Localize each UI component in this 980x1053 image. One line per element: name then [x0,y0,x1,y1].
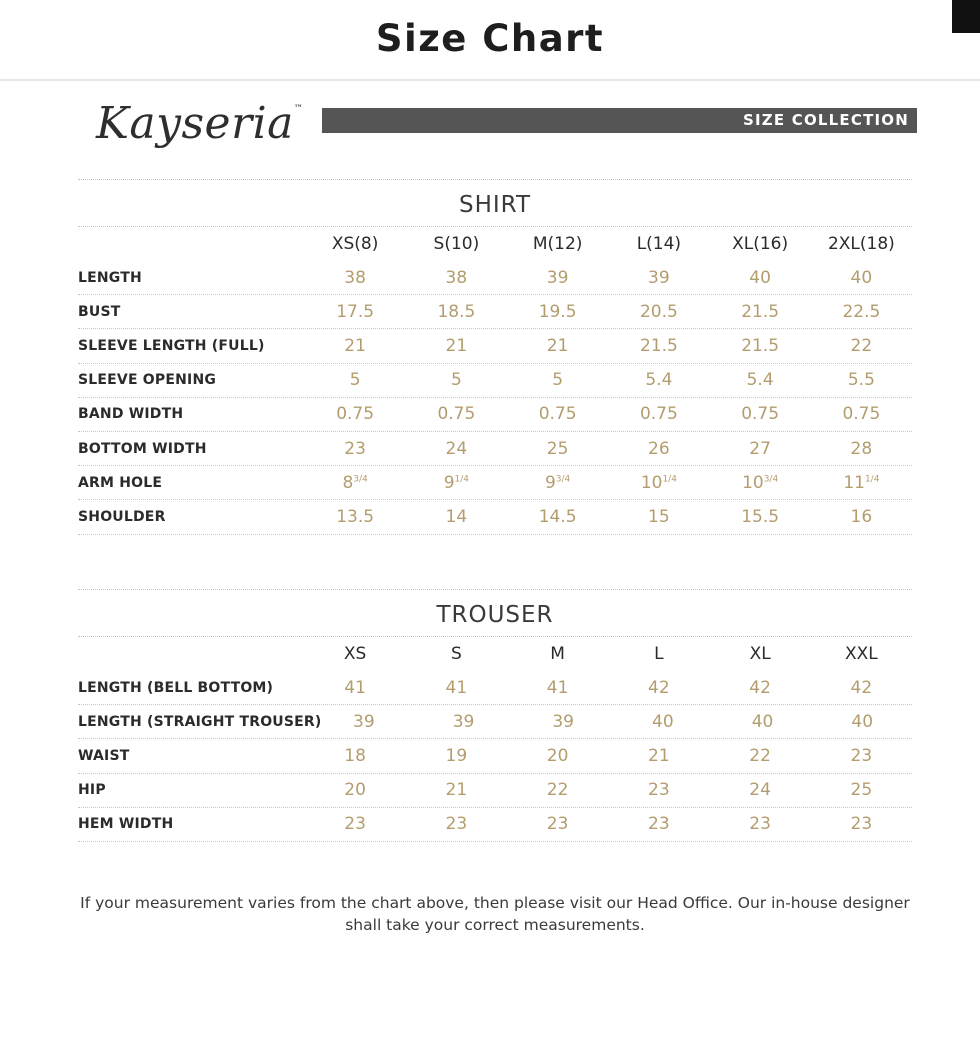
measurement-value [710,404,811,424]
measurement-value [811,336,912,356]
measurement-value [811,473,912,493]
measurement-value-number: 39 [353,711,375,732]
measurement-value-number: 21.5 [639,335,678,356]
measurement-note-line: shall take your correct measurements. [345,916,645,934]
measurement-value [608,507,709,527]
measurement-value [507,814,608,834]
shirt-title: SHIRT [458,192,532,218]
measurement-value-number: 5.4 [746,370,774,391]
measurement-value [305,473,406,493]
measurement-value [406,814,507,834]
measurement-value [507,302,608,322]
measurement-value [713,712,813,732]
size-header: M [550,644,565,664]
table-row [78,329,912,363]
measurement-value-number: 24 [445,438,468,459]
measurement-value [710,268,811,288]
size-header: XS(8) [331,234,379,254]
measurement-value [710,370,811,390]
measurement-value [507,336,608,356]
measurement-value-number: 0.75 [741,404,780,425]
measurement-value-number: 21 [546,335,569,356]
corner-close-block[interactable] [952,0,980,33]
measurement-label: HIP [78,782,106,799]
measurement-value-number: 40 [652,711,674,732]
measurement-value-number: 21.5 [741,335,780,356]
measurement-value [507,268,608,288]
page-title: Size Chart [375,17,605,60]
measurement-value-number: 23 [850,745,873,766]
table-row [78,466,912,500]
measurement-value-number: 27 [749,438,771,459]
table-row [78,808,912,842]
measurement-value [811,746,912,766]
shirt-title-row [78,179,912,227]
size-header: 2XL(18) [827,234,895,254]
measurement-value-number: 0.75 [437,404,476,425]
measurement-fraction: 1/4 [662,474,677,485]
measurement-value [710,814,811,834]
measurement-label: BUST [78,303,121,320]
measurement-value-number: 21 [445,335,468,356]
measurement-value [406,780,507,800]
page-header [0,0,980,81]
measurement-value [608,439,709,459]
measurement-value [613,712,713,732]
measurement-value [507,439,608,459]
measurement-value [305,302,406,322]
size-header: XL(16) [732,234,789,254]
trademark-mark: ™ [293,104,304,114]
measurement-value-number: 23 [850,814,873,835]
measurement-value [406,439,507,459]
measurement-value-number: 10 [640,472,663,493]
measurement-value [811,678,912,698]
measurement-value-number: 0.75 [639,404,678,425]
measurement-label: ARM HOLE [78,474,163,491]
measurement-value [406,336,507,356]
table-row [78,705,912,739]
size-collection-label: SIZE COLLECTION [743,111,909,129]
measurement-value [710,780,811,800]
measurement-value-number: 20 [546,745,569,766]
measurement-value [305,370,406,390]
measurement-value-number: 42 [648,677,670,698]
measurement-value [608,268,709,288]
measurement-value [811,780,912,800]
measurement-value [314,712,414,732]
measurement-value-number: 39 [552,711,574,732]
measurement-fraction: 1/4 [864,474,880,485]
measurement-value-number: 13.5 [336,506,375,527]
measurement-value-number: 9 [443,472,455,493]
measurement-value [305,404,406,424]
measurement-value-number: 40 [749,267,771,288]
measurement-value [710,302,811,322]
measurement-label: BAND WIDTH [78,406,184,423]
brand-row [78,94,918,178]
measurement-value-number: 5.4 [645,370,673,391]
measurement-value-number: 39 [452,711,475,732]
measurement-value-number: 11 [843,472,865,493]
measurement-value-number: 38 [344,267,366,288]
measurement-value [811,507,912,527]
measurement-value-number: 23 [445,814,468,835]
measurement-value [812,712,912,732]
measurement-value-number: 22 [850,335,873,356]
shirt-size-header [78,227,912,261]
measurement-value-number: 9 [544,472,556,493]
measurement-value [305,746,406,766]
brand-logo-text: Kayseria [96,98,294,149]
measurement-value-number: 17.5 [336,301,375,322]
measurement-value-number: 25 [850,780,873,801]
measurement-value-number: 8 [342,472,354,493]
measurement-value-number: 24 [749,780,771,801]
measurement-label: SHOULDER [78,508,166,525]
measurement-label: HEM WIDTH [78,816,174,833]
measurement-value [305,814,406,834]
size-header: S(10) [433,234,480,254]
measurement-value [305,439,406,459]
measurement-fraction: 1/4 [454,474,470,485]
measurement-value-number: 0.75 [842,404,881,425]
measurement-fraction: 3/4 [555,474,571,485]
measurement-value [507,473,608,493]
measurement-value-number: 21 [344,335,366,356]
measurement-value [305,678,406,698]
trouser-title: TROUSER [436,602,554,628]
measurement-value-number: 40 [851,711,874,732]
measurement-note [80,892,910,936]
shirt-section [78,179,912,535]
table-row [78,364,912,398]
measurement-value-number: 5 [450,370,462,391]
measurement-value [608,780,709,800]
table-row [78,295,912,329]
measurement-value [710,678,811,698]
measurement-value [507,370,608,390]
measurement-value [710,507,811,527]
measurement-note-line: If your measurement varies from the chart above, then please visit our Head Office. Our in-house designer [80,894,910,912]
trouser-rows [78,671,912,842]
measurement-value-number: 41 [344,677,366,698]
measurement-value-number: 42 [749,677,771,698]
measurement-value [507,404,608,424]
measurement-value-number: 20 [344,780,366,801]
measurement-value [406,404,507,424]
size-header: M(12) [532,234,583,254]
measurement-value [710,473,811,493]
measurement-value [710,336,811,356]
measurement-value-number: 22.5 [842,301,881,322]
measurement-value-number: 23 [546,814,569,835]
measurement-value-number: 0.75 [336,404,375,425]
measurement-value-number: 40 [850,267,873,288]
measurement-value [608,473,709,493]
measurement-value-number: 18.5 [437,301,476,322]
measurement-value [406,746,507,766]
measurement-fraction: 3/4 [353,474,368,485]
measurement-value [414,712,514,732]
measurement-value-number: 39 [546,267,569,288]
measurement-value [507,780,608,800]
measurement-value [811,302,912,322]
measurement-label: BOTTOM WIDTH [78,440,207,457]
measurement-value-number: 23 [648,814,670,835]
size-header: XL [749,644,771,664]
measurement-value [608,370,709,390]
measurement-value-number: 20.5 [639,301,678,322]
table-row [78,500,912,534]
measurement-value [406,678,507,698]
measurement-value [608,814,709,834]
measurement-value [811,439,912,459]
measurement-value [406,302,507,322]
measurement-value [305,507,406,527]
measurement-value-number: 21 [648,745,670,766]
measurement-value-number: 21.5 [741,301,780,322]
measurement-value [305,336,406,356]
trouser-section [78,589,912,842]
measurement-value-number: 14 [445,506,468,527]
measurement-value [608,746,709,766]
size-header: S [450,644,462,664]
shirt-rows [78,261,912,535]
measurement-value [305,268,406,288]
measurement-value-number: 22 [546,780,569,801]
measurement-fraction: 3/4 [763,474,779,485]
table-row [78,398,912,432]
measurement-value [608,336,709,356]
measurement-value [305,780,406,800]
measurement-value-number: 23 [648,780,670,801]
measurement-label: LENGTH (BELL BOTTOM) [78,679,274,696]
measurement-value-number: 10 [742,472,764,493]
measurement-label: LENGTH [78,269,142,286]
measurement-value-number: 18 [344,745,366,766]
measurement-value [811,814,912,834]
measurement-value-number: 40 [751,711,774,732]
measurement-value [811,404,912,424]
measurement-value-number: 28 [850,438,873,459]
measurement-label: SLEEVE OPENING [78,372,217,389]
measurement-value-number: 5.5 [847,370,875,391]
measurement-label: SLEEVE LENGTH (FULL) [78,337,265,354]
measurement-value-number: 42 [850,677,873,698]
measurement-value-number: 0.75 [538,404,577,425]
measurement-value-number: 23 [749,814,771,835]
measurement-value-number: 41 [546,677,569,698]
measurement-value-number: 21 [445,780,468,801]
measurement-label: LENGTH (STRAIGHT TROUSER) [78,713,322,730]
measurement-value [608,302,709,322]
brand-logo [96,98,303,149]
measurement-value-number: 38 [445,267,468,288]
measurement-value [507,746,608,766]
measurement-value-number: 25 [546,438,569,459]
measurement-value [406,268,507,288]
measurement-value-number: 39 [648,267,670,288]
table-row [78,261,912,295]
measurement-value [406,370,507,390]
table-row [78,671,912,705]
table-row [78,774,912,808]
measurement-value [406,473,507,493]
measurement-value [406,507,507,527]
measurement-value [811,370,912,390]
measurement-value-number: 14.5 [538,506,577,527]
size-header: XS [343,644,367,664]
measurement-value [507,678,608,698]
measurement-value-number: 19 [445,745,468,766]
measurement-label: WAIST [78,747,130,764]
size-header: L [654,644,664,664]
size-collection-bar [322,108,917,133]
measurement-value [513,712,613,732]
measurement-value-number: 41 [445,677,468,698]
size-header: XXL [844,644,878,664]
measurement-value-number: 5 [349,370,361,391]
measurement-value-number: 5 [552,370,564,391]
measurement-value [608,678,709,698]
measurement-value-number: 23 [344,438,366,459]
trouser-title-row [78,589,912,637]
trouser-size-header [78,637,912,671]
measurement-value [608,404,709,424]
measurement-value-number: 23 [344,814,366,835]
measurement-value [710,746,811,766]
size-header: L(14) [636,234,682,254]
measurement-value-number: 15.5 [741,506,780,527]
measurement-value-number: 16 [850,506,873,527]
measurement-value-number: 22 [749,745,771,766]
measurement-value-number: 15 [648,506,670,527]
table-row [78,739,912,773]
measurement-value-number: 19.5 [538,301,577,322]
measurement-value [710,439,811,459]
measurement-value [507,507,608,527]
measurement-value-number: 26 [648,438,670,459]
table-row [78,432,912,466]
measurement-value [811,268,912,288]
